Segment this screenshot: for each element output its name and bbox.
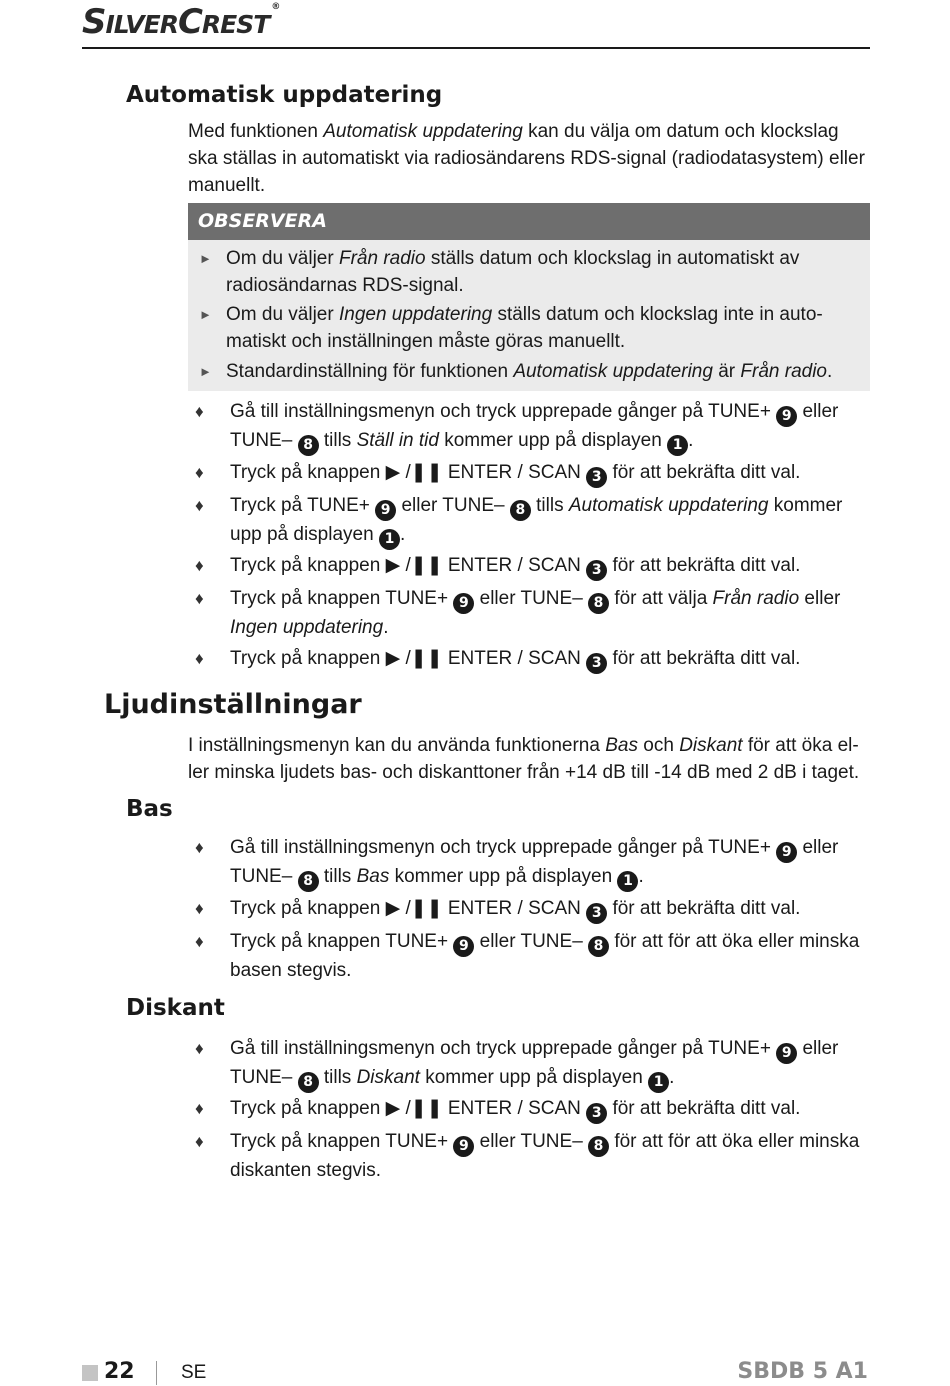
bullet-diamond-icon: ♦: [195, 1099, 204, 1118]
list-item: Tryck på knappen TUNE+ 9 eller TUNE– 8 för att för att öka eller minska diskanten stegvis.: [230, 1131, 860, 1181]
bullet-diamond-icon: ♦: [195, 463, 204, 482]
note-item: Standardinställning för funktionen Automatisk uppdatering är Från radio.: [226, 361, 833, 382]
bullet-diamond-icon: ♦: [195, 932, 204, 951]
list-item: Gå till inställningsmenyn och tryck upprepade gånger på TUNE+ 9 eller TUNE– 8 tills Ställ in tid kommer upp på displayen 1 .: [230, 398, 870, 456]
list-item: Tryck på knappen TUNE+ 9 eller TUNE– 8 för att för att öka eller minska basen stegvis.: [230, 931, 860, 981]
note-heading: OBSERVERA: [188, 203, 870, 240]
bullet-diamond-icon: ♦: [195, 556, 204, 575]
note-arrow-icon: ►: [199, 307, 212, 322]
section-title-sound: Ljudinställningar: [104, 689, 362, 720]
list-item: Gå till inställningsmenyn och tryck upprepade gånger på TUNE+ 9 eller TUNE– 8 tills Bas kommer upp på displayen 1 .: [230, 834, 870, 892]
bullet-diamond-icon: ♦: [195, 496, 204, 515]
list-item: Tryck på knappen ▶ /❚❚ ENTER / SCAN 3 för att bekräfta ditt val.: [230, 1095, 870, 1124]
bullet-diamond-icon: ♦: [195, 899, 204, 918]
brand-logo: SILVERCREST®: [82, 2, 280, 42]
page-number: 22: [104, 1359, 135, 1384]
list-item: Gå till inställningsmenyn och tryck upprepade gånger på TUNE+ 9 eller TUNE– 8 tills Diskant kommer upp på displayen 1 .: [230, 1035, 870, 1093]
bullet-diamond-icon: ♦: [195, 589, 204, 608]
header-rule: [82, 47, 870, 49]
list-item: Tryck på knappen ▶ /❚❚ ENTER / SCAN 3 för att bekräfta ditt val.: [230, 895, 870, 924]
bullet-diamond-icon: ♦: [195, 649, 204, 668]
bullet-diamond-icon: ♦: [195, 402, 204, 421]
list-item: Tryck på knappen ▶ /❚❚ ENTER / SCAN 3 för att bekräfta ditt val.: [230, 552, 870, 581]
subsection-title-bass: Bas: [126, 796, 173, 822]
footer-divider: [156, 1361, 157, 1385]
note-arrow-icon: ►: [199, 364, 212, 379]
list-item: Tryck på TUNE+ 9 eller TUNE– 8 tills Automatisk uppdatering kommer upp på displayen 1 .: [230, 492, 870, 550]
note-item: Om du väljer Från radio ställs datum och klockslag in automatiskt av radiosändarnas RDS-signal.: [226, 248, 800, 296]
list-item: Tryck på knappen TUNE+ 9 eller TUNE– 8 för att välja Från radio eller Ingen uppdatering.: [230, 588, 841, 638]
section-title-auto-update: Automatisk uppdatering: [126, 82, 443, 108]
note-arrow-icon: ►: [199, 251, 212, 266]
footer-language: SE: [181, 1362, 207, 1383]
list-item: Tryck på knappen ▶ /❚❚ ENTER / SCAN 3 för att bekräfta ditt val.: [230, 459, 870, 488]
bullet-diamond-icon: ♦: [195, 1132, 204, 1151]
bullet-diamond-icon: ♦: [195, 1039, 204, 1058]
subsection-title-treble: Diskant: [126, 995, 225, 1021]
footer-square-icon: [82, 1365, 98, 1381]
footer-model-number: SBDB 5 A1: [737, 1359, 868, 1384]
bullet-diamond-icon: ♦: [195, 838, 204, 857]
list-item: Tryck på knappen ▶ /❚❚ ENTER / SCAN 3 för att bekräfta ditt val.: [230, 645, 870, 674]
auto-update-intro: Med funktionen Automatisk uppdatering kan du välja om datum och klockslag ska ställas in automatiskt via radiosändarens RDS-signal (radiodatasystem) eller manuellt.: [188, 121, 865, 196]
sound-intro: I inställningsmenyn kan du använda funktionerna Bas och Diskant för att öka el-ler minska ljudets bas- och diskanttoner från +14 dB till -14 dB med 2 dB i taget.: [188, 735, 860, 783]
note-item: Om du väljer Ingen uppdatering ställs datum och klockslag inte in auto-matiskt och inställningen måste göras manuellt.: [226, 304, 823, 352]
